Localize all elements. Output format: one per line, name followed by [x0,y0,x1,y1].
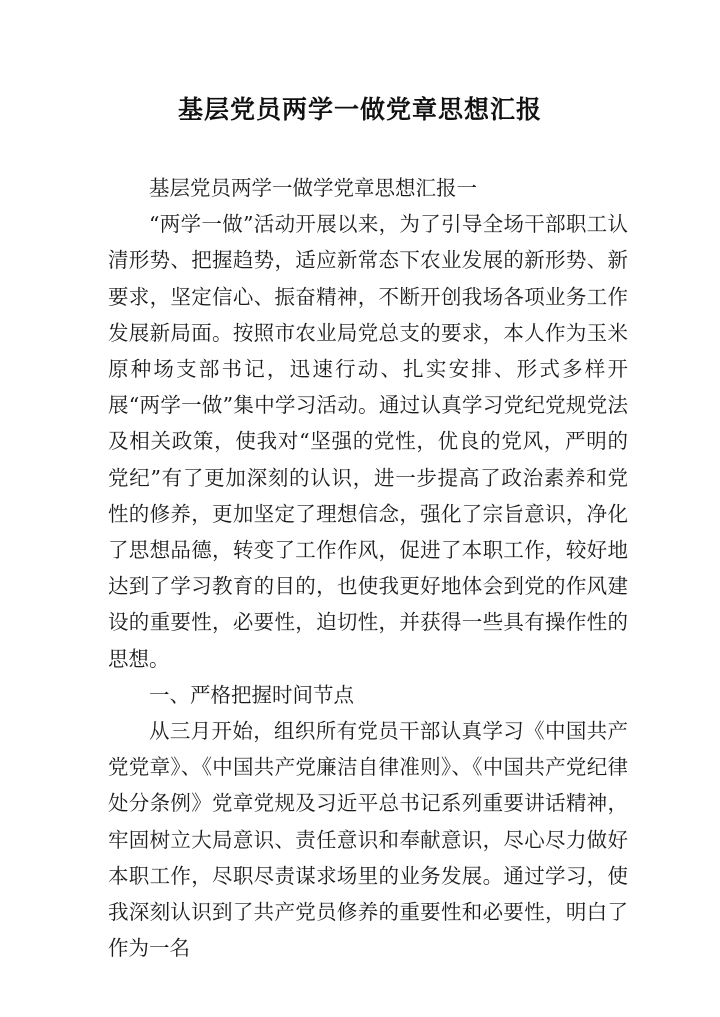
paragraph-subtitle: 基层党员两学一做学党章思想汇报一 [149,176,477,200]
document-body [108,170,628,966]
section-heading-1: 一、严格把握时间节点 [149,682,354,707]
paragraph-intro: “两学一做”活动开展以来，为了引导全场干部职工认清形势、把握趋势，适应新常态下农业发展的新形势、新要求，坚定信心、振奋精神，不断开创我场各项业务工作发展新局面。按照市农业局党总支的要求，本人作为玉米原种场支部书记，迅速行动、扎实安排、形式多样开展“两学一做”集中学习活动。通过认真学习党纪党规党法及相关政策，使我对“坚强的党性，优良的党风，严明的党纪”有了更加深刻的认识，进一步提高了政治素养和党性的修养，更加坚定了理想信念，强化了宗旨意识，净化了思想品德，转变了工作作风，促进了本职工作，较好地达到了学习教育的目的，也使我更好地体会到党的作风建设的重要性，必要性，迫切性，并获得一些具有操作性的思想。 [108,212,628,671]
paragraph-section-1: 从三月开始，组织所有党员干部认真学习《中国共产党党章》、《中国共产党廉洁自律准则》、《中国共产党纪律处分条例》党章党规及习近平总书记系列重要讲话精神，牢固树立大局意识、责任意识和奉献意识，尽心尽力做好本职工作，尽职尽责谋求场里的业务发展。通过学习，使我深刻认识到了共产党员修养的重要性和必要性，明白了作为一名 [108,719,628,961]
document-title: 基层党员两学一做党章思想汇报 [177,95,542,124]
